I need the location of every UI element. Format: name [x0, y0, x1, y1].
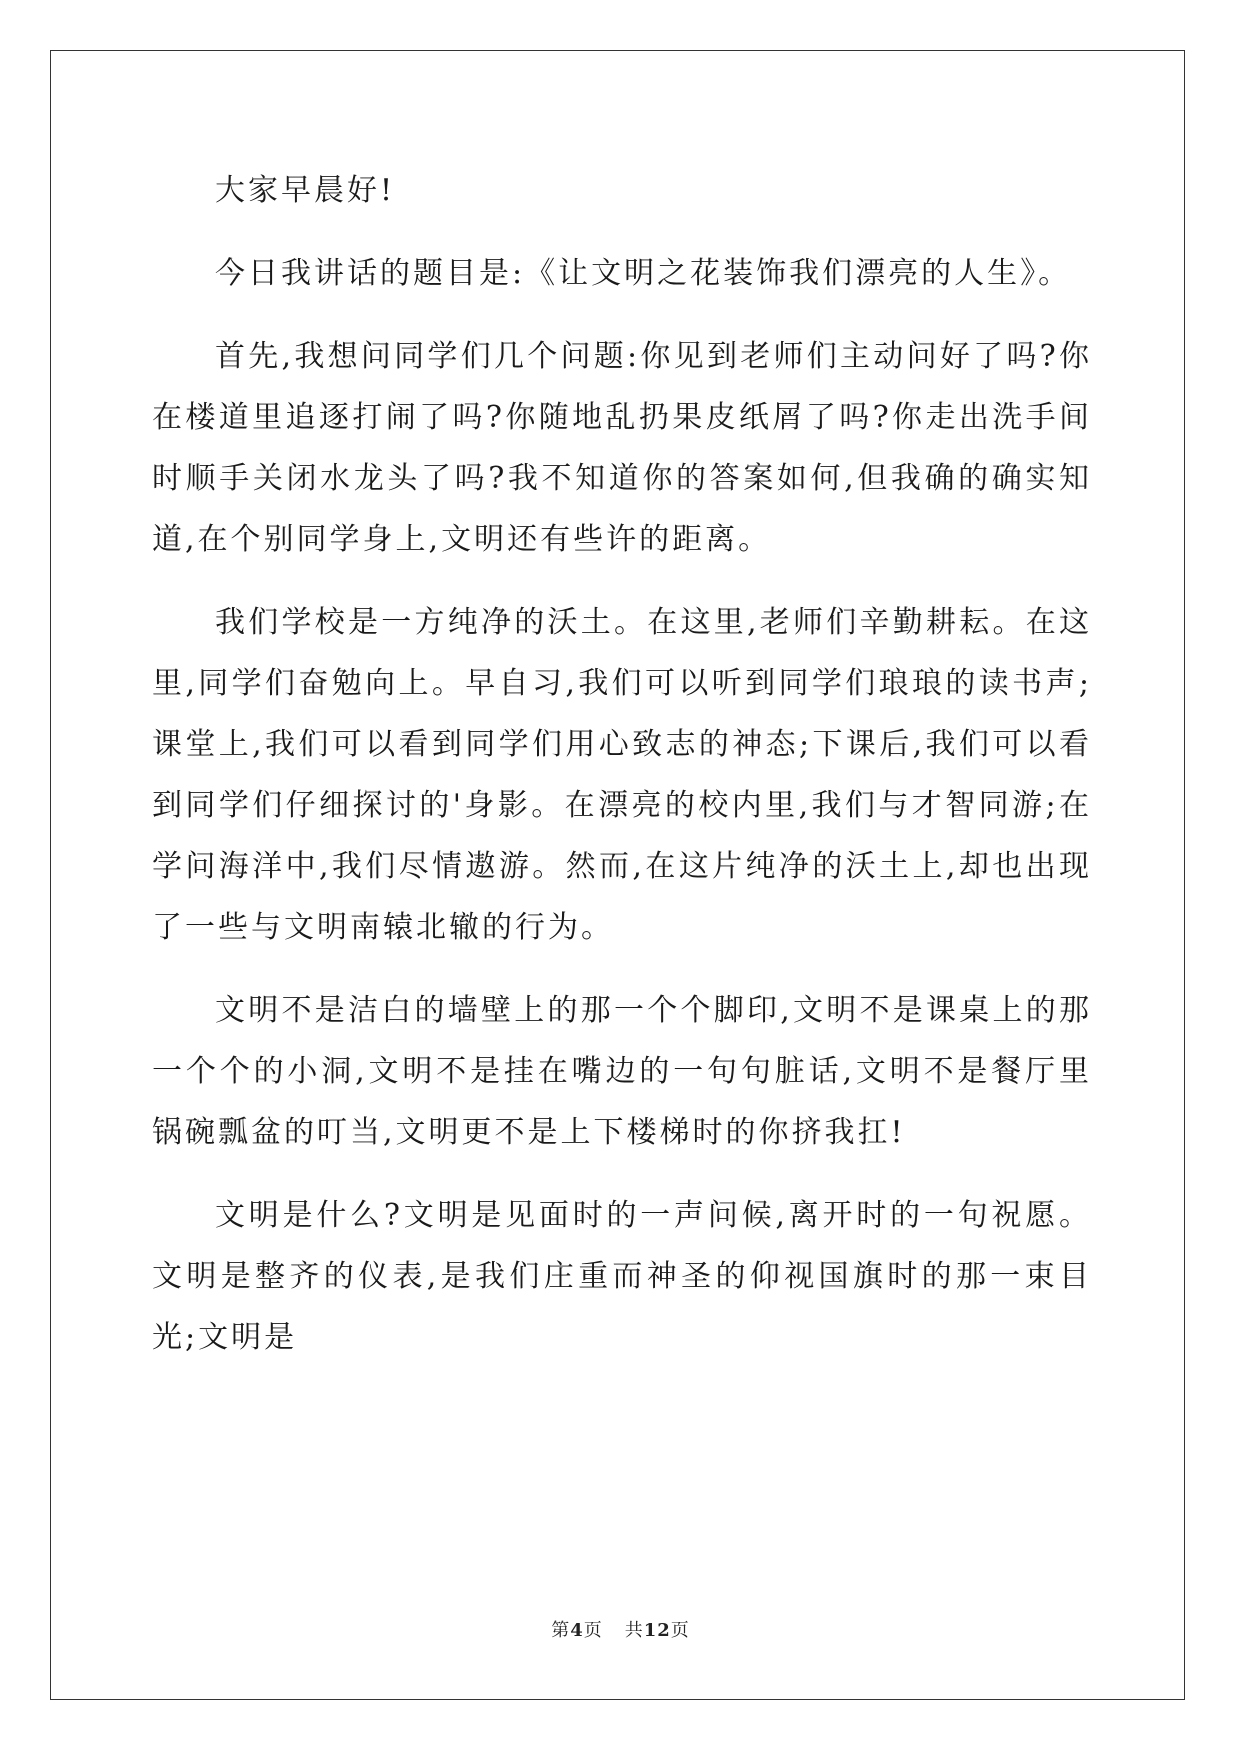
page-footer	[0, 1616, 1241, 1642]
total-prefix: 共	[624, 1620, 644, 1641]
paragraph-topic: 今日我讲话的题目是:《让文明之花装饰我们漂亮的人生》。	[215, 256, 1072, 291]
paragraph-what-is-civilization: 文明是什么?文明是见面时的一声问候,离开时的一句祝愿。文明是整齐的仪表,是我们庄重而神圣的仰视国旗时的那一束目光;文明是	[152, 1198, 1092, 1355]
document-body	[152, 160, 1092, 1390]
total-suffix: 页	[670, 1620, 690, 1641]
paragraph-not-civilization: 文明不是洁白的墙壁上的那一个个脚印,文明不是课桌上的那一个个的小洞,文明不是挂在嘴边的一句句脏话,文明不是餐厅里锅碗瓢盆的叮当,文明更不是上下楼梯时的你挤我扛!	[152, 993, 1092, 1150]
page-suffix: 页	[583, 1620, 603, 1641]
total-pages: 12	[643, 1620, 671, 1641]
paragraph-school: 我们学校是一方纯净的沃土。在这里,老师们辛勤耕耘。在这里,同学们奋勉向上。早自习,我们可以听到同学们琅琅的读书声;课堂上,我们可以看到同学们用心致志的神态;下课后,我们可以看到同学们仔细探讨的'身影。在漂亮的校内里,我们与才智同游;在学问海洋中,我们尽情遨游。然而,在这片纯净的沃土上,却也出现了一些与文明南辕北辙的行为。	[152, 605, 1092, 945]
paragraph-questions: 首先,我想问同学们几个问题:你见到老师们主动问好了吗?你在楼道里追逐打闹了吗?你随地乱扔果皮纸屑了吗?你走出洗手间时顺手关闭水龙头了吗?我不知道你的答案如何,但我确的确实知道,在个别同学身上,文明还有些许的距离。	[152, 339, 1092, 557]
paragraph-greeting: 大家早晨好!	[215, 173, 396, 208]
page-number: 4	[570, 1620, 584, 1641]
page-prefix: 第	[551, 1620, 571, 1641]
